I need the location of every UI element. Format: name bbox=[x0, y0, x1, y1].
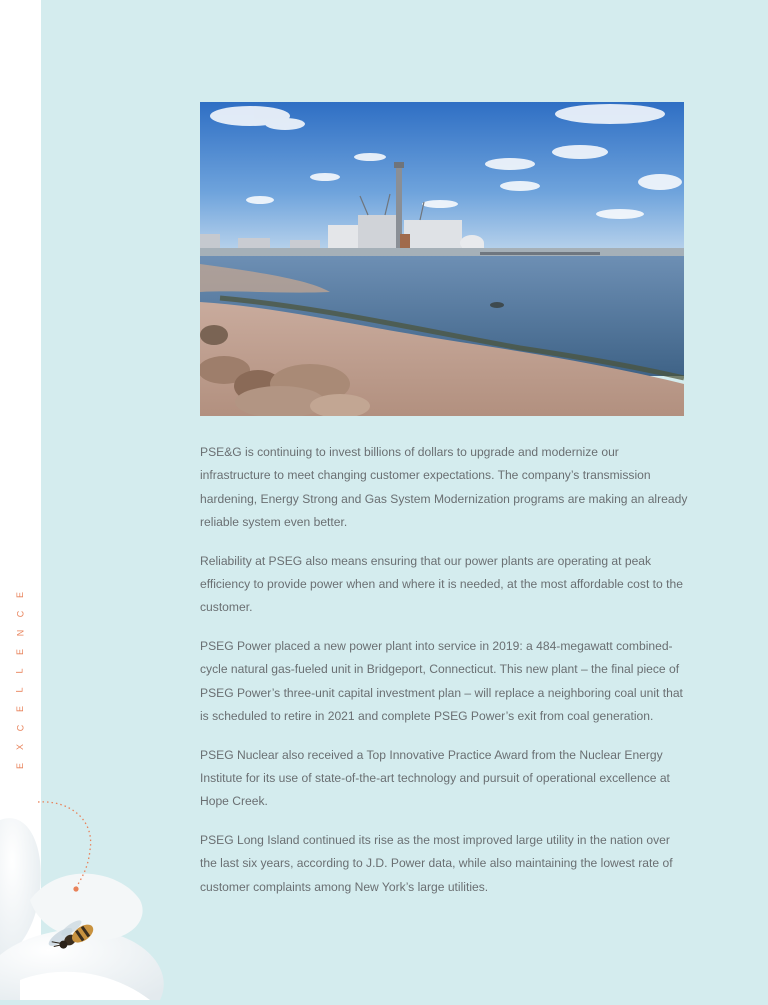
section-label-letter: L bbox=[14, 668, 25, 674]
section-label-letter: N bbox=[15, 629, 25, 637]
section-label-letter: X bbox=[14, 743, 25, 751]
section-label-letter: E bbox=[14, 591, 25, 599]
paragraph-pseg-nuclear-award: PSEG Nuclear also received a Top Innovative Practice Award from the Nuclear Energy Institute for its use of state-of-the-art technology and pursuit of operational excellence at Hope Creek. bbox=[200, 747, 670, 809]
section-label-letter: L bbox=[14, 687, 25, 693]
power-plant-photo bbox=[200, 102, 684, 416]
paragraph-power-plant-reliability: Reliability at PSEG also means ensuring that our power plants are operating at peak efficiency to provide power when and where it is needed, at the most affordable cost to the customer. bbox=[200, 553, 683, 615]
flower-bee-icon bbox=[0, 780, 200, 1000]
section-label-excellence bbox=[14, 590, 28, 771]
flower-with-bee-decoration bbox=[0, 780, 200, 1005]
photo-illustration bbox=[200, 102, 684, 416]
paragraph-pseg-long-island: PSEG Long Island continued its rise as the most improved large utility in the nation over the last six years, according to J.D. Power data, while also maintaining the lowest rate of customer complaints among New York’s large utilities. bbox=[200, 833, 673, 894]
paragraph-pseg-infrastructure: PSE&G is continuing to invest billions of dollars to upgrade and modernize our infrastructure to meet changing customer expectations. The company’s transmission hardening, Energy Strong and Gas System Modernization programs are making an already reliable system even better. bbox=[200, 445, 688, 529]
section-label-letter: E bbox=[14, 648, 25, 656]
section-label-letter: E bbox=[14, 705, 25, 713]
section-label-letter: C bbox=[15, 610, 25, 618]
body-text bbox=[200, 441, 690, 915]
section-label-letter: C bbox=[15, 724, 25, 732]
section-label-letter: E bbox=[14, 762, 25, 770]
paragraph-pseg-power-bridgeport: PSEG Power placed a new power plant into service in 2019: a 484-megawatt combined-cycle natural gas-fueled unit in Bridgeport, Connecticut. This new plant – the final piece of PSEG Power’s three-unit capital investment plan – will replace a neighboring coal unit that is scheduled to retire in 2021 and complete PSEG Power’s exit from coal generation. bbox=[200, 639, 683, 723]
